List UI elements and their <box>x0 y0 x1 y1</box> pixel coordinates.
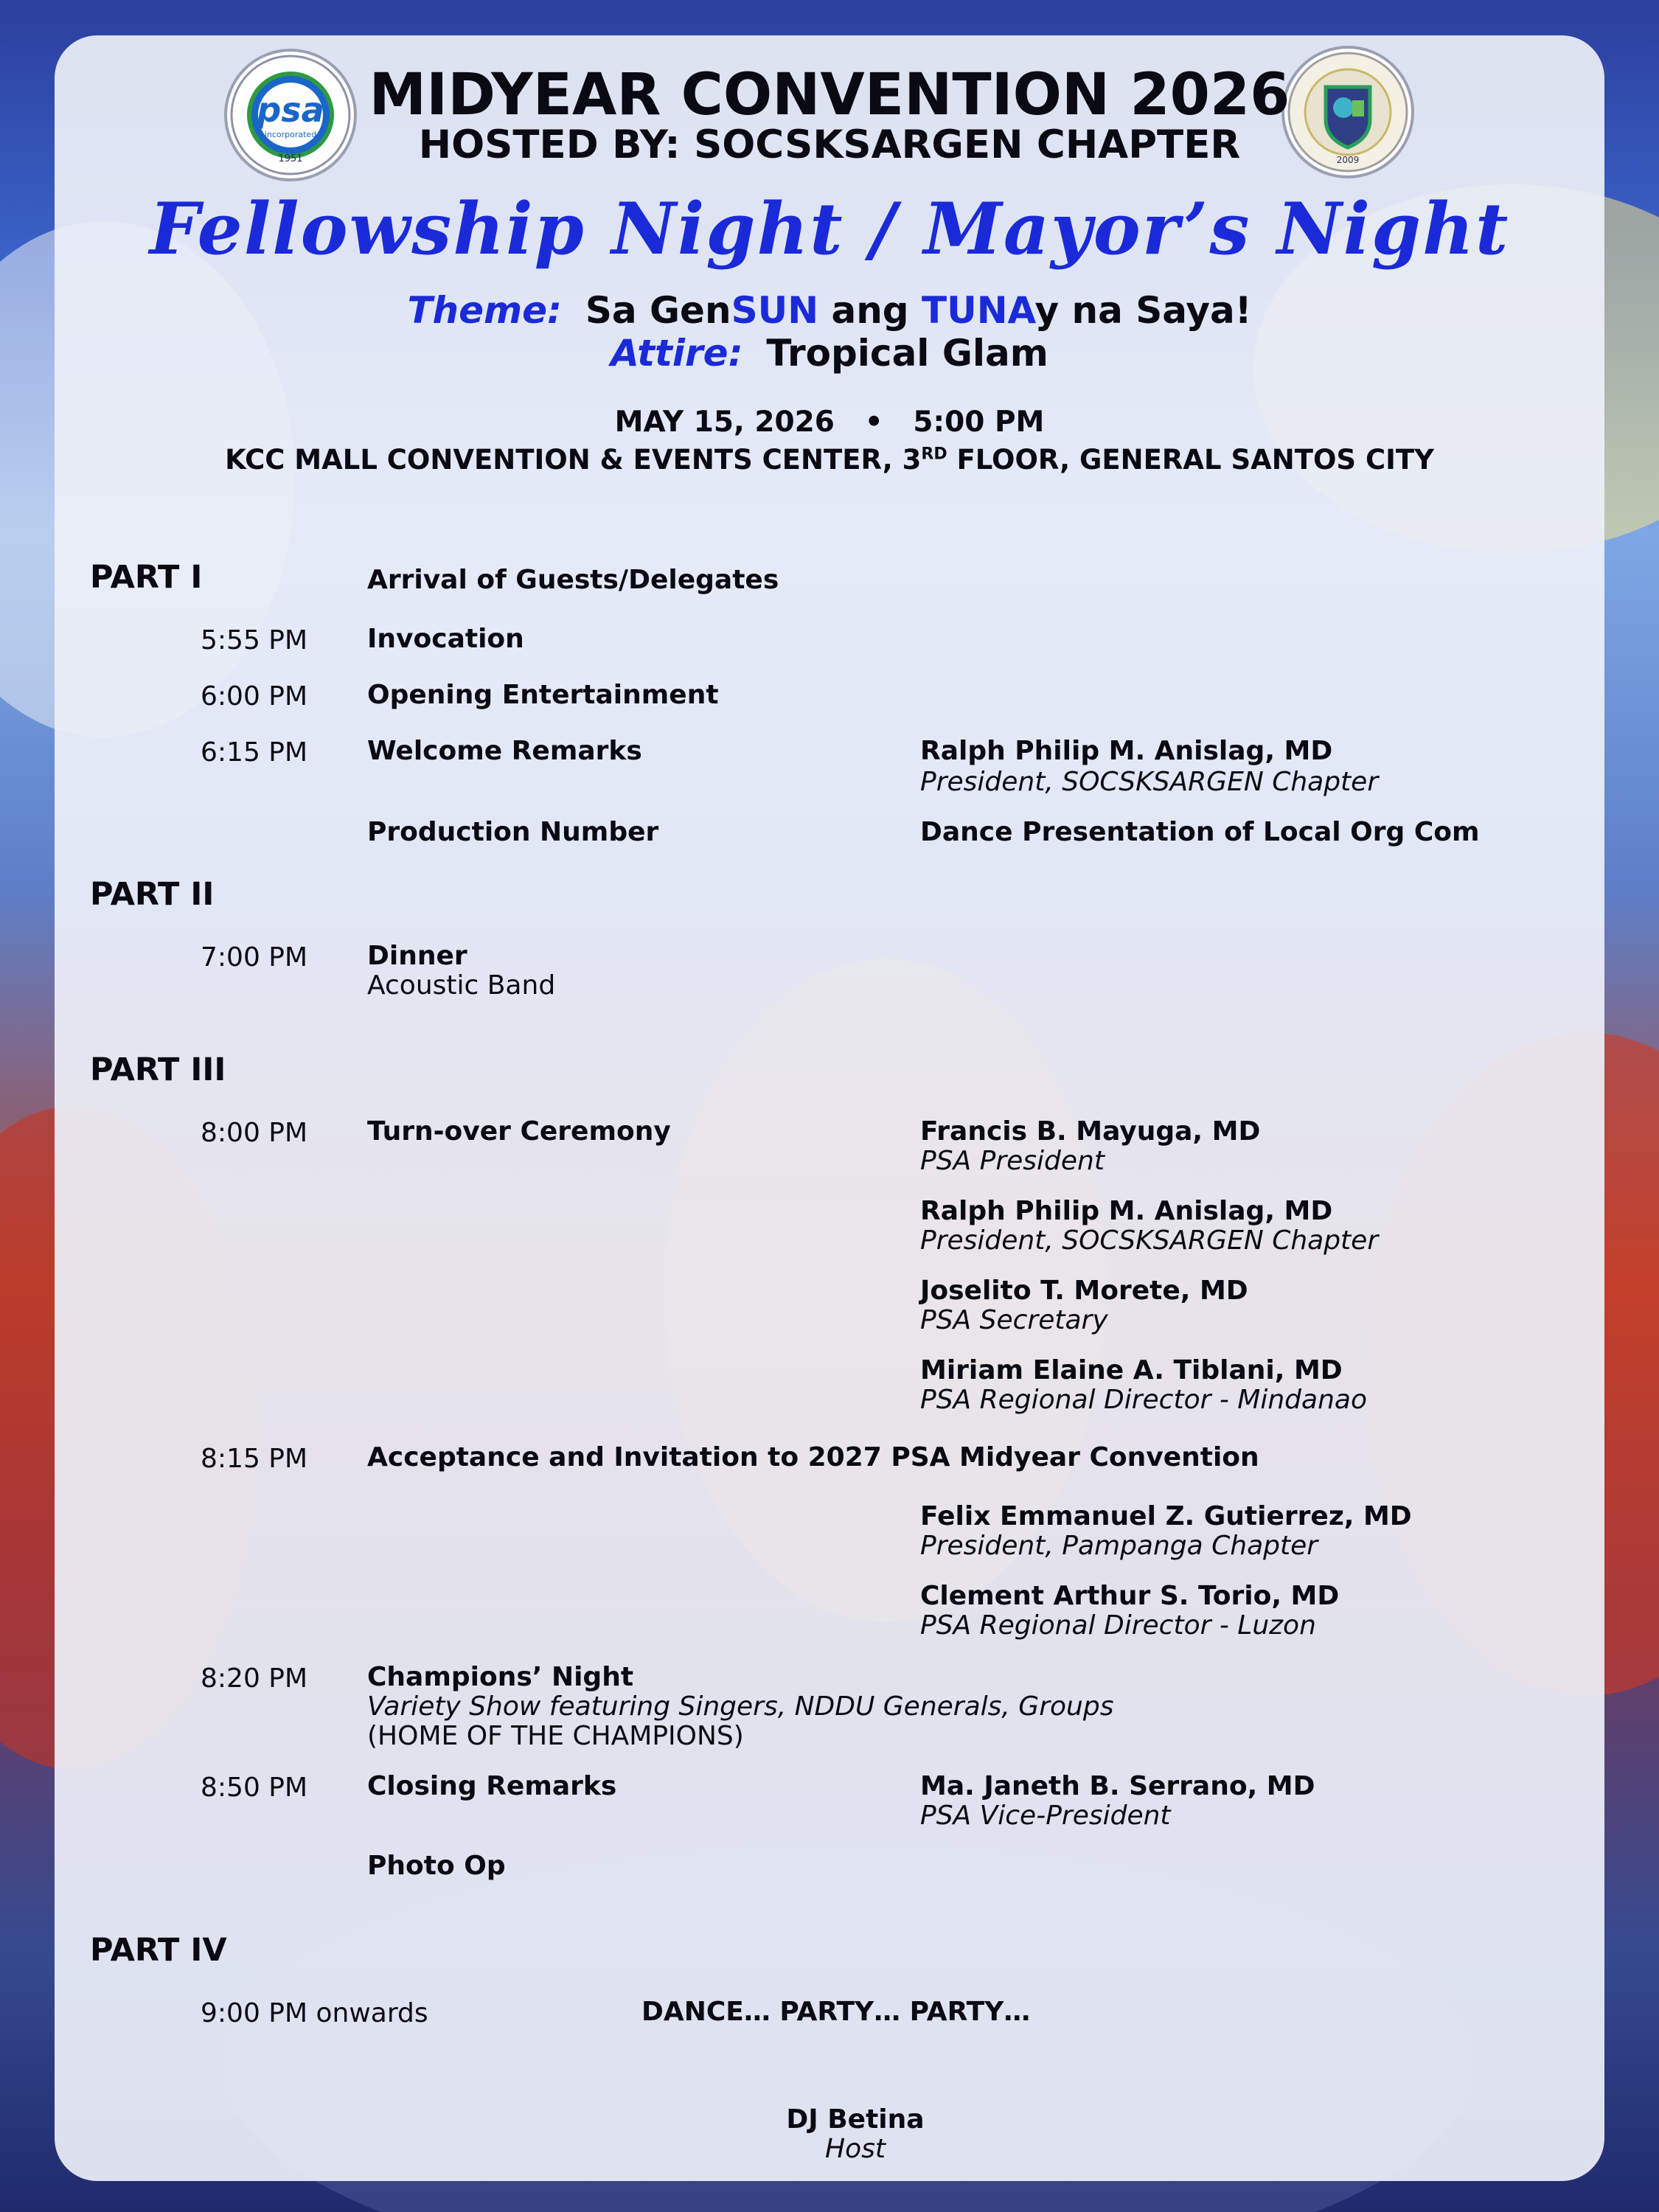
time-champions: 8:20 PM <box>201 1663 308 1694</box>
attire-line <box>0 332 1659 375</box>
part-1-first-item: Arrival of Guests/Delegates <box>367 565 779 595</box>
venue-sup: RD <box>921 445 947 464</box>
theme-label: Theme: <box>407 289 563 332</box>
event-date: MAY 15, 2026 <box>614 406 835 439</box>
attire-label: Attire: <box>611 332 743 375</box>
event-dinner: Dinner <box>367 941 467 971</box>
time-party: 9:00 PM onwards <box>201 1998 428 2028</box>
speaker-role: President, SOCSKSARGEN Chapter <box>920 767 1379 797</box>
part-1-label: PART I <box>90 559 203 596</box>
event-champions-sub2: (HOME OF THE CHAMPIONS) <box>367 1721 744 1751</box>
event-time: 5:00 PM <box>913 406 1045 439</box>
psa-logo-text: psa <box>257 90 324 130</box>
theme-part-3: ang <box>818 289 922 332</box>
part-2-label: PART II <box>90 876 215 913</box>
time-acceptance: 8:15 PM <box>201 1444 308 1474</box>
event-welcome: Welcome Remarks <box>367 736 642 766</box>
event-champions: Champions’ Night <box>367 1662 634 1692</box>
time-dinner: 7:00 PM <box>201 942 308 973</box>
psa-logo-year: 1951 <box>278 153 303 164</box>
speaker-role: President, SOCSKSARGEN Chapter <box>920 1225 1379 1256</box>
event-dinner-sub: Acoustic Band <box>367 970 556 1001</box>
venue-line <box>0 444 1659 476</box>
speaker-role: PSA Vice-President <box>920 1801 1171 1831</box>
speaker-role: President, Pampanga Chapter <box>920 1531 1318 1561</box>
psa-logo-sub: incorporated <box>264 130 317 139</box>
event-party: DANCE… PARTY… PARTY… <box>641 1997 1031 2027</box>
venue-post: FLOOR, GENERAL SANTOS CITY <box>947 444 1434 476</box>
event-photo-op: Photo Op <box>367 1851 506 1881</box>
chapter-logo-year: 2009 <box>1336 155 1360 165</box>
attire-value: Tropical Glam <box>766 332 1048 375</box>
time-invocation: 5:55 PM <box>201 625 308 655</box>
speaker-name: Miriam Elaine A. Tiblani, MD <box>920 1355 1343 1385</box>
speaker-name: Ralph Philip M. Anislag, MD <box>920 736 1333 766</box>
event-acceptance: Acceptance and Invitation to 2027 PSA Midyear Convention <box>367 1442 1259 1472</box>
event-invocation: Invocation <box>367 624 524 654</box>
speaker-name: Ralph Philip M. Anislag, MD <box>920 1196 1333 1226</box>
speaker-name: Francis B. Mayuga, MD <box>920 1116 1261 1147</box>
venue-pre: KCC MALL CONVENTION & EVENTS CENTER, 3 <box>225 444 922 476</box>
event-champions-sub: Variety Show featuring Singers, NDDU Generals, Groups <box>367 1691 1114 1722</box>
date-time-line <box>0 406 1659 439</box>
speaker-role: PSA Regional Director - Mindanao <box>920 1385 1367 1415</box>
theme-part-4: TUNA <box>922 289 1035 332</box>
speaker-role: PSA President <box>920 1146 1105 1176</box>
time-turnover: 8:00 PM <box>201 1118 308 1148</box>
theme-part-5: y na Saya! <box>1034 289 1252 332</box>
speaker-role: PSA Secretary <box>920 1305 1108 1335</box>
production-detail: Dance Presentation of Local Org Com <box>920 817 1480 847</box>
separator-dot: • <box>864 406 883 439</box>
convention-title: MIDYEAR CONVENTION 2026 <box>369 62 1290 128</box>
hosted-by: HOSTED BY: SOCSKSARGEN CHAPTER <box>418 122 1241 167</box>
host-name: DJ Betina <box>786 2104 925 2135</box>
part-3-label: PART III <box>90 1051 226 1088</box>
event-name: Fellowship Night / Mayor’s Night <box>149 187 1510 271</box>
theme-part-1: Sa Gen <box>585 289 731 332</box>
theme-part-2: SUN <box>731 289 819 332</box>
time-closing: 8:50 PM <box>201 1773 308 1803</box>
speaker-name: Ma. Janeth B. Serrano, MD <box>920 1771 1315 1801</box>
event-closing: Closing Remarks <box>367 1771 617 1801</box>
time-welcome: 6:15 PM <box>201 737 308 768</box>
host-role: Host <box>825 2134 886 2164</box>
theme-line <box>0 289 1659 332</box>
speaker-name: Clement Arthur S. Torio, MD <box>920 1581 1340 1611</box>
event-opening: Opening Entertainment <box>367 680 719 710</box>
part-4-label: PART IV <box>90 1932 227 1969</box>
time-opening: 6:00 PM <box>201 681 308 712</box>
event-production: Production Number <box>367 817 659 847</box>
speaker-role: PSA Regional Director - Luzon <box>920 1610 1316 1641</box>
speaker-name: Joselito T. Morete, MD <box>920 1276 1248 1306</box>
event-turnover: Turn-over Ceremony <box>367 1116 671 1147</box>
speaker-name: Felix Emmanuel Z. Gutierrez, MD <box>920 1501 1412 1531</box>
